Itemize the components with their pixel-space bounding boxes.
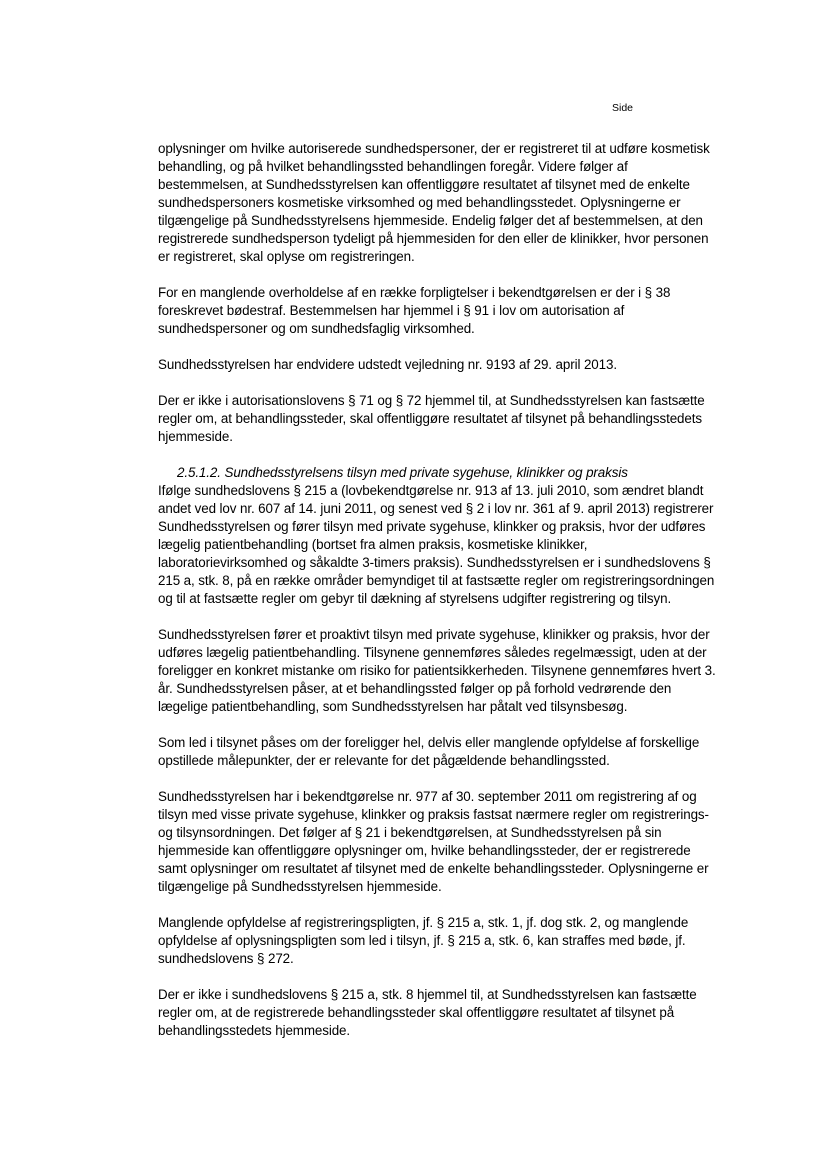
text-line: Der er ikke i autorisationslovens § 71 og § 72 hjemmel til, at Sundhedsstyrelsen kan fastsætte bbox=[158, 393, 705, 408]
paragraph-penalty bbox=[158, 284, 743, 338]
paragraph-health-act-215a bbox=[158, 482, 743, 608]
text-line: regler om, at de registrerede behandlingssteder skal offentliggøre resultatet af tilsynet på bbox=[158, 1005, 675, 1020]
text-line: lægelige patientbehandling, som Sundhedsstyrelsen har påtalt ved tilsynsbesøg. bbox=[158, 699, 628, 714]
paragraph-proactive-supervision bbox=[158, 626, 743, 716]
text-line: regler om, at behandlingssteder, skal offentliggøre resultatet af tilsynet på behandlingsstedets bbox=[158, 411, 702, 426]
text-line: hjemmeside. bbox=[158, 429, 233, 444]
text-line: 215 a, stk. 8, på en række områder bemyndiget til at fastsætte regler om registreringsordningen bbox=[158, 573, 715, 588]
text-line: samt oplysninger om resultatet af tilsynet med de enkelte behandlingssteder. Oplysningerne er bbox=[158, 861, 709, 876]
text-line: opstillede målepunkter, der er relevante for det pågældende behandlingssted. bbox=[158, 753, 610, 768]
text-line: Sundhedsstyrelsen og fører tilsyn med private sygehuse, klinkker og praksis, hvor der udføres bbox=[158, 519, 706, 534]
paragraph-executive-order bbox=[158, 788, 743, 896]
paragraph-no-authority-health-act bbox=[158, 986, 743, 1040]
page-label: Side bbox=[612, 102, 634, 114]
text-line: Sundhedsstyrelsen har endvidere udstedt vejledning nr. 9193 af 29. april 2013. bbox=[158, 357, 617, 372]
text-line: Som led i tilsynet påses om der foreligger hel, delvis eller manglende opfyldelse af forskellige bbox=[158, 735, 700, 750]
text-line: tilgængelige på Sundhedsstyrelsen hjemmeside. bbox=[158, 879, 442, 894]
text-line: sundhedspersoners kosmetiske virksomhed og med behandlingsstedet. Oplysningerne er bbox=[158, 195, 681, 210]
text-line: Der er ikke i sundhedslovens § 215 a, stk. 8 hjemmel til, at Sundhedsstyrelsen kan fastsætte bbox=[158, 987, 697, 1002]
paragraph-no-authority-autorisation bbox=[158, 392, 743, 446]
text-line: sundhedslovens § 272. bbox=[158, 951, 294, 966]
text-line: foreligger en konkret mistanke om risiko for patientsikkerheden. Tilsynene gennemføres hvert 3. bbox=[158, 663, 716, 678]
text-line: behandling, og på hvilket behandlingssted behandlingen foregår. Videre følger af bbox=[158, 159, 628, 174]
document-body bbox=[158, 140, 743, 1058]
text-line: Manglende opfyldelse af registreringspligten, jf. § 215 a, stk. 1, jf. dog stk. 2, og manglende bbox=[158, 915, 689, 930]
text-line: behandlingsstedets hjemmeside. bbox=[158, 1023, 351, 1038]
text-line: sundhedspersoner og om sundhedsfaglig virksomhed. bbox=[158, 321, 475, 336]
text-line: tilsyn med visse private sygehuse, klinkker og praksis fastsat nærmere regler om registrerings- bbox=[158, 807, 709, 822]
text-line: år. Sundhedsstyrelsen påser, at et behandlingssted følger op på forhold vedrørende den bbox=[158, 681, 672, 696]
paragraph-guidance bbox=[158, 356, 743, 374]
text-line: udføres lægelig patientbehandling. Tilsynene gennemføres således regelmæssigt, uden at der bbox=[158, 645, 707, 660]
text-line: Sundhedsstyrelsen fører et proaktivt tilsyn med private sygehuse, klinikker og praksis, hvor der bbox=[158, 627, 710, 642]
text-line: laboratorievirksomhed og såkaldte 3-timers praksis). Sundhedsstyrelsen er i sundhedslovens § bbox=[158, 555, 711, 570]
paragraph-fines bbox=[158, 914, 743, 968]
text-line: tilgængelige på Sundhedsstyrelsens hjemmeside. Endelig følger det af bestemmelsen, at den bbox=[158, 213, 703, 228]
text-line: bestemmelsen, at Sundhedsstyrelsen kan offentliggøre resultatet af tilsynet med de enkelte bbox=[158, 177, 690, 192]
section-heading: 2.5.1.2. Sundhedsstyrelsens tilsyn med private sygehuse, klinikker og praksis bbox=[177, 465, 628, 480]
text-line: oplysninger om hvilke autoriserede sundhedspersoner, der er registreret til at udføre kosmetisk bbox=[158, 141, 710, 156]
text-line: Ifølge sundhedslovens § 215 a (lovbekendtgørelse nr. 913 af 13. juli 2010, som ændret blandt bbox=[158, 483, 704, 498]
paragraph-measurement-points bbox=[158, 734, 743, 770]
text-line: For en manglende overholdelse af en række forpligtelser i bekendtgørelsen er der i § 38 bbox=[158, 285, 671, 300]
text-line: og til at fastsætte regler om gebyr til dækning af styrelsens udgifter registrering og tilsyn. bbox=[158, 591, 672, 606]
text-line: hjemmeside kan offentliggøre oplysninger om, hvilke behandlingssteder, der er registrerede bbox=[158, 843, 691, 858]
text-line: og tilsynsordningen. Det følger af § 21 i bekendtgørelsen, at Sundhedsstyrelsen på sin bbox=[158, 825, 662, 840]
text-line: er registreret, skal oplyse om registreringen. bbox=[158, 249, 415, 264]
paragraph-cosmetic-registration bbox=[158, 140, 743, 266]
text-line: andet ved lov nr. 607 af 14. juni 2011, og senest ved § 2 i lov nr. 361 af 9. april 2013) registrerer bbox=[158, 501, 714, 516]
text-line: registrerede sundhedsperson tydeligt på hjemmesiden for den eller de klinikker, hvor personen bbox=[158, 231, 709, 246]
text-line: Sundhedsstyrelsen har i bekendtgørelse nr. 977 af 30. september 2011 om registrering af og bbox=[158, 789, 697, 804]
text-line: foreskrevet bødestraf. Bestemmelsen har hjemmel i § 91 i lov om autorisation af bbox=[158, 303, 625, 318]
text-line: lægelig patientbehandling (bortset fra almen praksis, kosmetiske klinikker, bbox=[158, 537, 588, 552]
text-line: opfyldelse af oplysningspligten som led i tilsyn, jf. § 215 a, stk. 6, kan straffes med bøde, jf. bbox=[158, 933, 686, 948]
